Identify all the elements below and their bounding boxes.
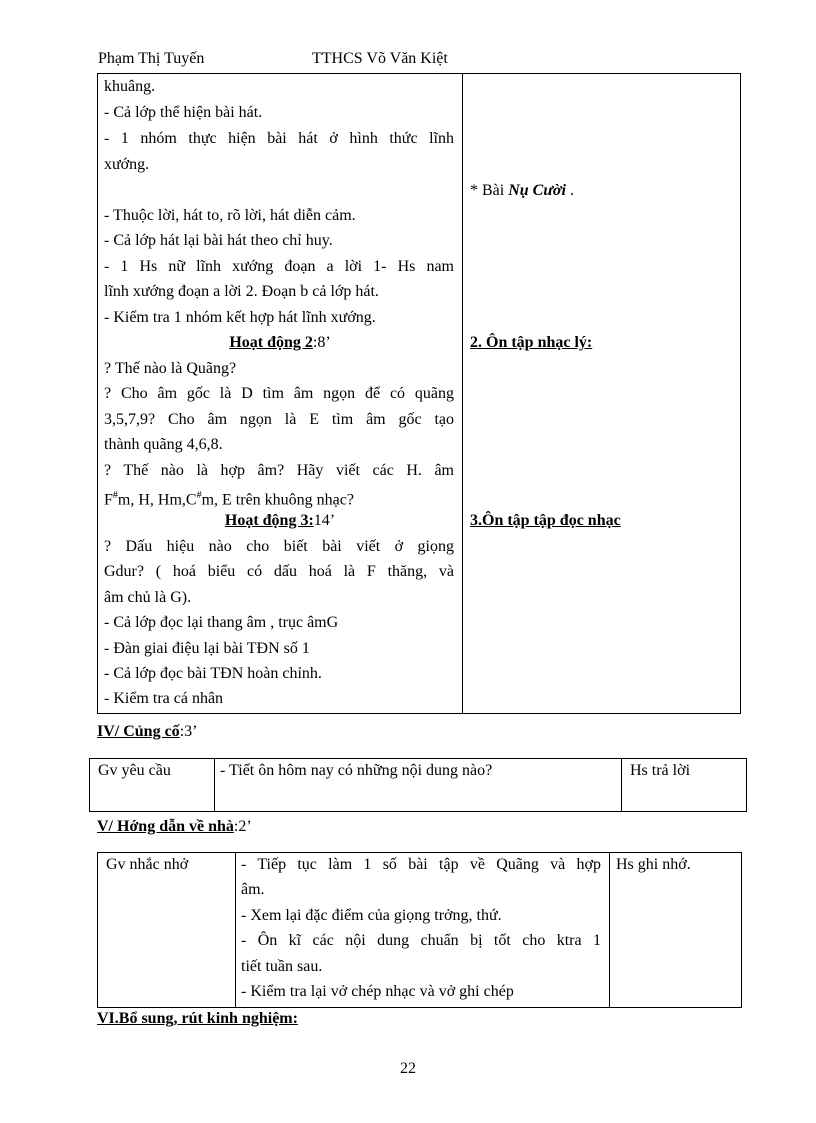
huong-dan-line-6: - Kiểm tra lại vở chép nhạc và vở ghi chép [241,983,514,1000]
huong-dan-table [97,852,742,1008]
huong-dan-teacher: Gv nhắc nhở [106,856,189,873]
page-header [98,50,738,72]
left-line-7: - 1 Hs nữ lĩnh xướng đoạn a lời 1- Hs nam [104,258,454,275]
left-line-12: 3,5,7,9? Cho âm ngọn là E tìm âm gốc tạo [104,411,454,428]
left-line-4: xướng. [104,156,150,173]
huong-dan-line-1: - Tiếp tục làm 1 số bài tập về Quãng và hợp [241,856,601,873]
left-line-6: - Cả lớp hát lại bài hát theo chỉ huy. [104,232,333,249]
huong-dan-line-4: - Ôn kĩ các nội dung chuẩn bị tốt cho ktra 1 [241,932,601,949]
section-2-heading: 2. Ôn tập nhạc lý: [470,334,593,351]
column-divider [609,853,610,1007]
lesson-activities-table [97,73,741,714]
column-divider [462,74,463,713]
column-divider [235,853,236,1007]
huong-dan-line-5: tiết tuần sau. [241,958,323,975]
cung-co-time: :3’ [179,723,198,740]
left-line-18: - Cả lớp đọc lại thang âm , trục âmG [104,614,339,631]
left-line-3: - 1 nhóm thực hiện bài hát ở hình thức lĩnh [104,130,454,147]
chord-text-1: F [104,491,113,509]
chord-text-3: m, E trên khuông nhạc? [201,491,354,509]
left-line-10: ? Thế nào là Quãng? [104,360,237,377]
chord-text-2: m, H, Hm,C [117,491,197,509]
cung-co-heading [97,723,197,741]
activity-3-heading [98,511,462,531]
left-line-1: khuâng. [104,78,156,95]
left-line-14: ? Thế nào là hợp âm? Hãy viết các H. âm [104,462,454,479]
left-line-16: Gdur? ( hoá biểu có dấu hoá là F thăng, và [104,563,454,580]
left-line-13: thành quãng 4,6,8. [104,436,223,453]
cung-co-table [89,758,747,812]
left-line-17: âm chủ là G). [104,589,192,606]
song-prefix: * Bài [470,182,509,199]
cung-co-title: IV/ Củng cố [97,723,180,740]
activity-2-heading [98,333,462,353]
school-name: TTHCS Võ Văn Kiệt [312,50,448,67]
huong-dan-title: V/ Hớng dẫn về nhà [97,818,234,835]
left-line-2: - Cả lớp thể hiện bài hát. [104,104,263,121]
cung-co-student: Hs trả lời [630,762,691,779]
left-line-21: - Kiểm tra cá nhân [104,690,224,707]
left-line-8: lĩnh xướng đoạn a lời 2. Đoạn b cả lớp hát. [104,283,379,300]
column-divider [214,759,215,811]
song-entry [470,181,574,201]
huong-dan-line-3: - Xem lại đặc điểm của giọng trởng, thứ. [241,907,502,924]
activity-3-time: 14’ [313,512,336,529]
sharp-2: # [196,490,202,501]
left-line-19: - Đàn giai điệu lại bài TĐN số 1 [104,640,310,657]
sharp-1: # [112,490,118,501]
activity-2-label: Hoạt động 2 [229,334,313,351]
left-line-15: ? Dấu hiệu nào cho biết bài viết ở giọng [104,538,454,555]
cung-co-content: - Tiết ôn hôm nay có những nội dung nào? [220,762,493,779]
song-name: Nụ Cười [508,182,566,199]
chord-line [104,486,354,510]
activity-3-label: Hoạt động 3: [224,512,314,529]
page-number: 22 [400,1060,416,1077]
song-suffix: . [565,182,574,199]
huong-dan-time: :2’ [233,818,252,835]
cung-co-teacher: Gv yêu cầu [98,762,171,779]
left-line-20: - Cả lớp đọc bài TĐN hoàn chỉnh. [104,665,322,682]
left-line-11: ? Cho âm gốc là D tìm âm ngọn để có quãng [104,385,454,402]
huong-dan-heading [97,818,252,836]
huong-dan-student: Hs ghi nhớ. [616,856,691,873]
column-divider [621,759,622,811]
activity-2-time: :8’ [312,334,331,351]
left-line-5: - Thuộc lời, hát to, rõ lời, hát diễn cảm. [104,207,356,224]
author-name: Phạm Thị Tuyến [98,50,205,67]
section-3-heading: 3.Ôn tập tập đọc nhạc [470,512,621,529]
bo-sung-heading: VI.Bổ sung, rút kinh nghiệm: [97,1010,298,1027]
huong-dan-line-2: âm. [241,881,265,898]
left-line-9: - Kiểm tra 1 nhóm kết hợp hát lĩnh xướng. [104,309,376,326]
